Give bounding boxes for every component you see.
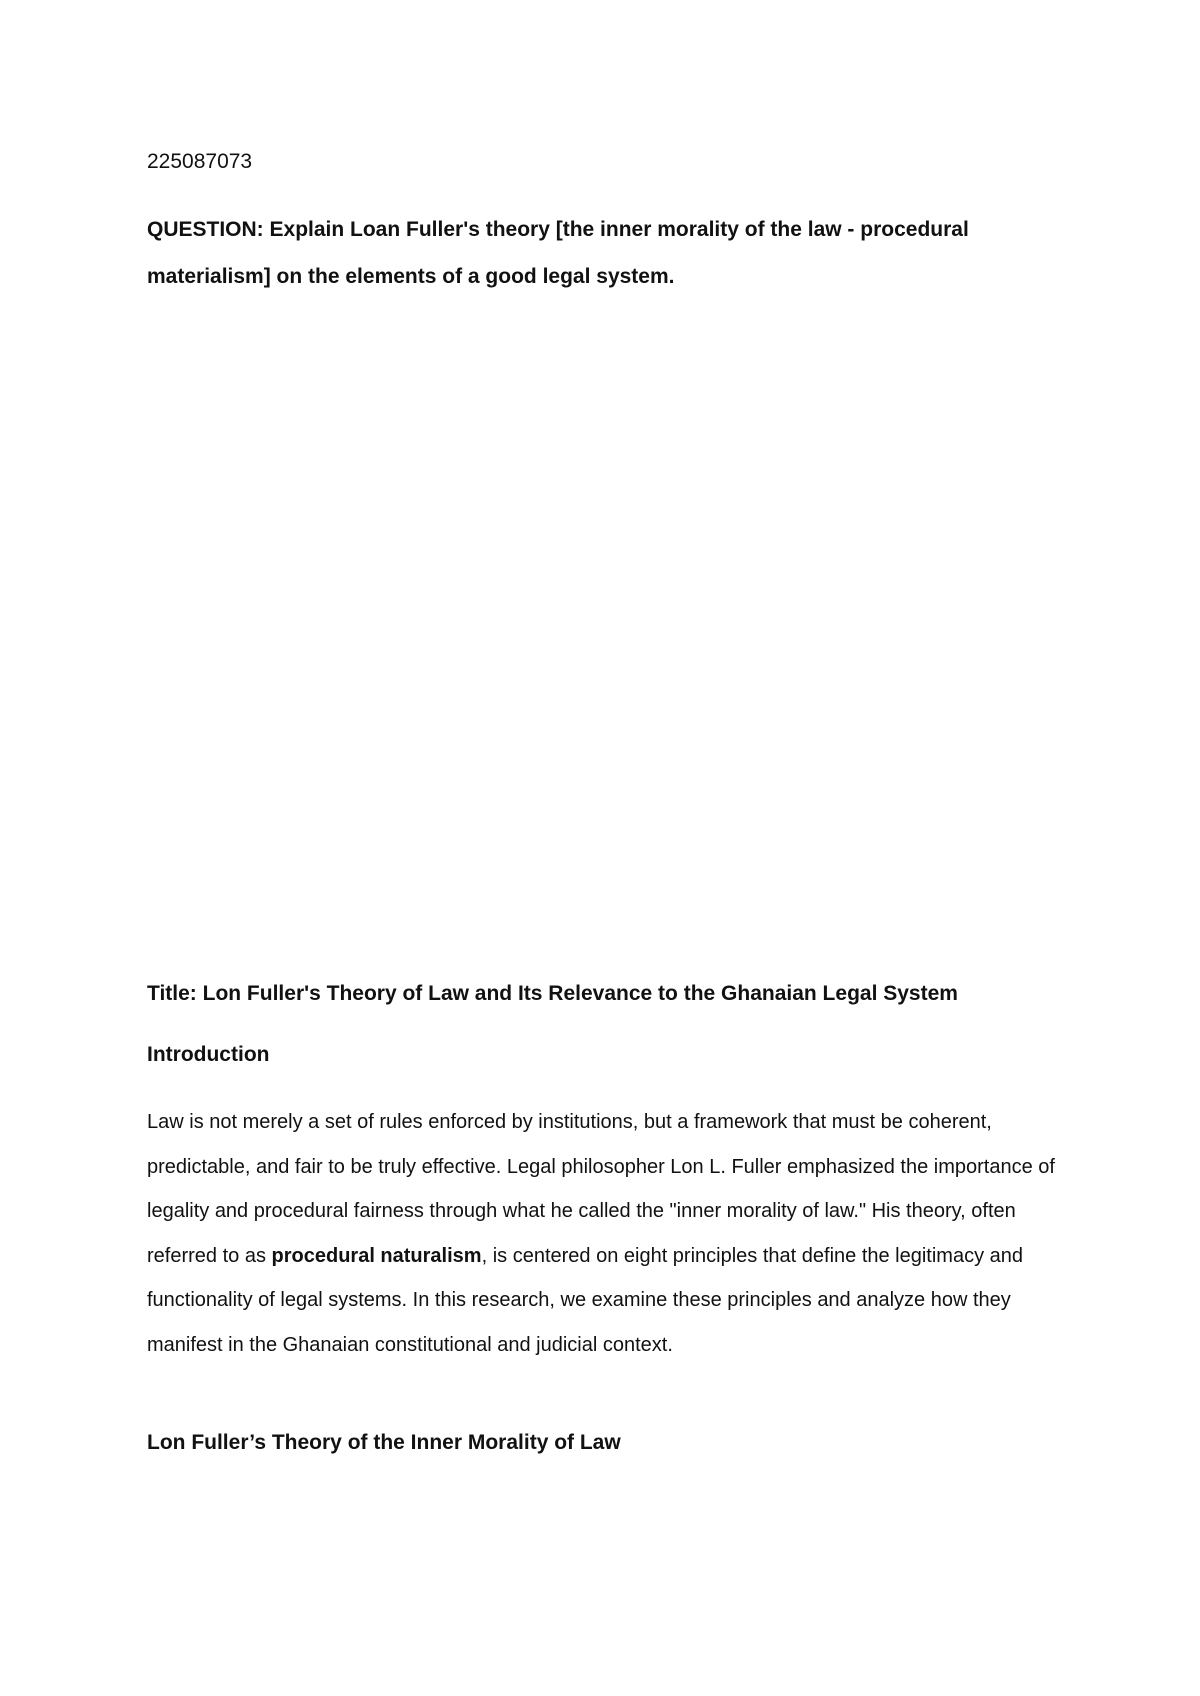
student-id: 225087073 <box>147 150 253 173</box>
introduction-paragraph <box>147 1100 1067 1367</box>
introduction-emphasis: procedural naturalism <box>271 1244 482 1267</box>
introduction-heading: Introduction <box>147 1043 270 1066</box>
document-title: Title: Lon Fuller's Theory of Law and Its Relevance to the Ghanaian Legal System <box>147 982 958 1005</box>
question-heading: QUESTION: Explain Loan Fuller's theory [the inner morality of the law - procedural materialism] on the elements of a good legal system. <box>147 218 969 288</box>
theory-section-heading: Lon Fuller’s Theory of the Inner Morality of Law <box>147 1431 621 1454</box>
introduction-text-part2: , is centered on eight principles that define the legitimacy and functionality of legal systems. In this research, we examine these principles and analyze how they manifest in the Ghanaian constitutional and judicial context. <box>147 1244 1024 1356</box>
introduction-text-part1: Law is not merely a set of rules enforced by institutions, but a framework that must be coherent, predictable, and fair to be truly effective. Legal philosopher Lon L. Fuller emphasized the importance of legality and procedural fairness through what he called the "inner morality of law." His theory, often referred to as <box>147 1111 1055 1267</box>
